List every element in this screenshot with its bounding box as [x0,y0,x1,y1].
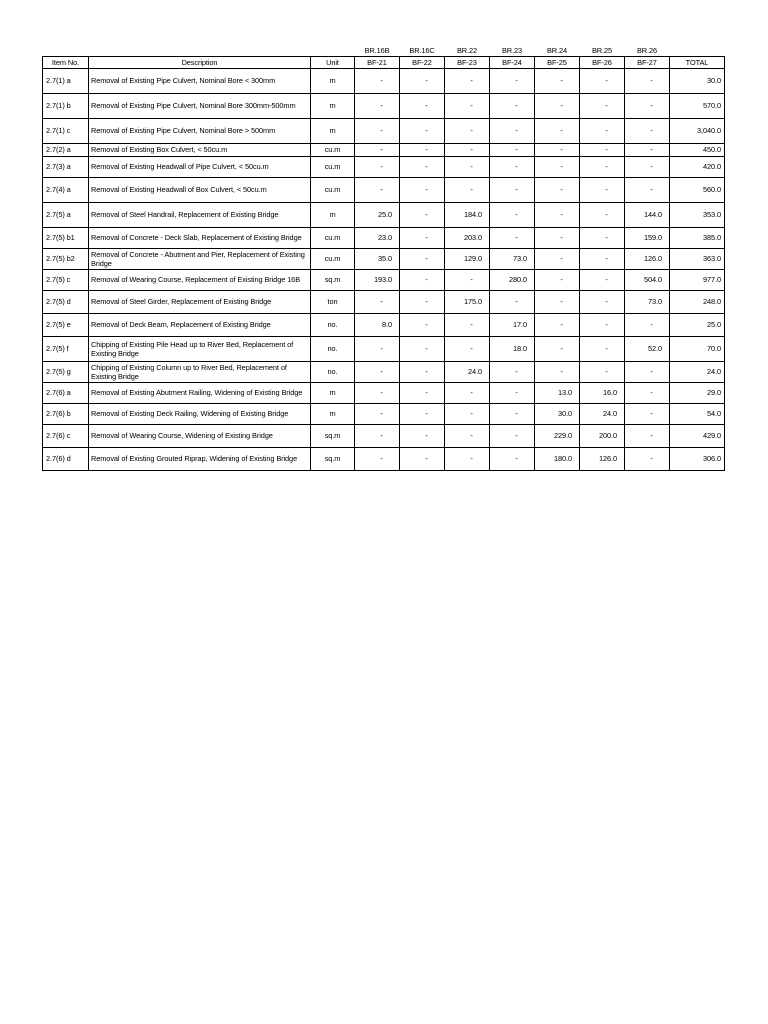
quantity-cell: - [535,270,580,291]
total-cell: 24.0 [670,362,725,383]
quantity-cell: 30.0 [535,404,580,425]
quantity-cell: - [580,291,625,314]
quantity-cell: 229.0 [535,425,580,448]
description-header: Description [89,57,311,69]
unit-cell: m [311,119,355,144]
table-row [43,157,725,178]
description-cell: Removal of Wearing Course, Widening of Existing Bridge [89,425,311,448]
column-header: BF-21 [355,57,400,69]
quantity-cell: - [400,119,445,144]
quantity-cell: - [400,157,445,178]
quantity-cell: - [400,448,445,471]
quantity-cell: - [355,157,400,178]
item-no-cell: 2.7(6) d [43,448,89,471]
quantity-cell: 126.0 [625,249,670,270]
quantity-cell: - [445,69,490,94]
quantity-cell: 35.0 [355,249,400,270]
unit-cell: sq.m [311,448,355,471]
description-cell: Removal of Existing Headwall of Pipe Culvert, < 50cu.m [89,157,311,178]
item-no-cell: 2.7(1) a [43,69,89,94]
quantity-cell: - [355,94,400,119]
item-no-cell: 2.7(5) b2 [43,249,89,270]
description-cell: Removal of Existing Abutment Railing, Widening of Existing Bridge [89,383,311,404]
quantity-cell: - [580,228,625,249]
total-cell: 29.0 [670,383,725,404]
table-row [43,144,725,157]
quantity-cell: - [445,448,490,471]
quantity-cell: 203.0 [445,228,490,249]
quantity-cell: 73.0 [625,291,670,314]
quantity-cell: - [625,314,670,337]
total-cell: 570.0 [670,94,725,119]
quantity-cell: - [490,178,535,203]
item-no-cell: 2.7(5) g [43,362,89,383]
item-no-cell: 2.7(5) d [43,291,89,314]
quantity-cell: - [445,144,490,157]
quantity-cell: - [625,425,670,448]
quantity-cell: - [580,362,625,383]
quantity-cell: - [355,69,400,94]
description-cell: Removal of Concrete - Deck Slab, Replacement of Existing Bridge [89,228,311,249]
quantity-cell: - [400,337,445,362]
total-cell: 560.0 [670,178,725,203]
total-cell: 420.0 [670,157,725,178]
table-row [43,383,725,404]
item-no-cell: 2.7(4) a [43,178,89,203]
total-header: TOTAL [670,57,725,69]
total-cell: 363.0 [670,249,725,270]
quantity-cell: 24.0 [445,362,490,383]
quantity-cell: 280.0 [490,270,535,291]
unit-cell: m [311,69,355,94]
unit-header: Unit [311,57,355,69]
quantity-cell: 200.0 [580,425,625,448]
quantity-cell: - [535,249,580,270]
quantity-cell: 13.0 [535,383,580,404]
description-cell: Chipping of Existing Pile Head up to River Bed, Replacement of Existing Bridge [89,337,311,362]
quantity-cell: - [535,291,580,314]
quantity-cell: - [490,425,535,448]
quantity-cell: - [355,119,400,144]
column-header: BF-25 [535,57,580,69]
quantity-cell: 504.0 [625,270,670,291]
total-cell: 450.0 [670,144,725,157]
quantity-cell: - [400,249,445,270]
quantity-cell: 180.0 [535,448,580,471]
quantity-cell: - [400,404,445,425]
quantity-cell: - [625,144,670,157]
column-header: BF-24 [490,57,535,69]
item-no-cell: 2.7(2) a [43,144,89,157]
total-cell: 25.0 [670,314,725,337]
item-no-cell: 2.7(6) c [43,425,89,448]
group-header: BR.26 [636,45,658,55]
quantity-cell: - [400,270,445,291]
table-row [43,119,725,144]
quantity-cell: - [400,178,445,203]
description-cell: Removal of Existing Pipe Culvert, Nominal Bore 300mm-500mm [89,94,311,119]
unit-cell: cu.m [311,157,355,178]
quantity-cell: 193.0 [355,270,400,291]
unit-cell: sq.m [311,270,355,291]
quantity-cell: - [580,178,625,203]
quantity-cell: - [490,119,535,144]
column-header: BF-22 [400,57,445,69]
quantity-cell: - [625,69,670,94]
group-header: BR.16B [364,45,390,55]
item-no-cell: 2.7(6) a [43,383,89,404]
group-header: BR.16C [409,45,435,55]
quantity-cell: - [580,270,625,291]
table-row [43,314,725,337]
quantity-cell: - [535,337,580,362]
quantity-cell: - [355,425,400,448]
item-no-cell: 2.7(6) b [43,404,89,425]
description-cell: Removal of Existing Grouted Riprap, Widening of Existing Bridge [89,448,311,471]
quantity-cell: - [580,203,625,228]
quantity-cell: - [445,270,490,291]
quantity-cell: - [445,178,490,203]
quantity-cell: 8.0 [355,314,400,337]
quantity-cell: - [355,383,400,404]
quantity-cell: - [625,178,670,203]
unit-cell: m [311,94,355,119]
item-no-cell: 2.7(5) e [43,314,89,337]
quantity-cell: 159.0 [625,228,670,249]
description-cell: Removal of Wearing Course, Replacement of Existing Bridge 16B [89,270,311,291]
quantity-cell: - [400,144,445,157]
quantity-cell: - [535,119,580,144]
item-no-cell: 2.7(5) a [43,203,89,228]
unit-cell: m [311,404,355,425]
quantity-cell: - [490,362,535,383]
item-no-header: Item No. [43,57,89,69]
unit-cell: cu.m [311,144,355,157]
quantity-cell: - [625,94,670,119]
description-cell: Removal of Concrete - Abutment and Pier, Replacement of Existing Bridge [89,249,311,270]
table-row [43,270,725,291]
group-header: BR.22 [456,45,478,55]
unit-cell: cu.m [311,178,355,203]
column-header-row [43,57,725,69]
item-no-cell: 2.7(1) b [43,94,89,119]
quantity-cell: - [535,314,580,337]
quantity-cell: - [625,404,670,425]
quantity-cell: - [355,448,400,471]
quantity-cell: - [355,362,400,383]
description-cell: Removal of Steel Handrail, Replacement of Existing Bridge [89,203,311,228]
quantity-cell: - [625,383,670,404]
column-header: BF-27 [625,57,670,69]
quantity-cell: - [625,119,670,144]
quantity-cell: - [355,178,400,203]
description-cell: Removal of Deck Beam, Replacement of Existing Bridge [89,314,311,337]
quantity-cell: - [400,69,445,94]
quantity-cell: - [445,119,490,144]
quantity-cell: - [625,448,670,471]
group-header: BR.25 [591,45,613,55]
description-cell: Removal of Existing Pipe Culvert, Nominal Bore < 300mm [89,69,311,94]
quantity-cell: - [580,314,625,337]
item-no-cell: 2.7(5) f [43,337,89,362]
table-row [43,362,725,383]
total-cell: 977.0 [670,270,725,291]
quantity-cell: - [400,314,445,337]
quantity-cell: 126.0 [580,448,625,471]
table-row [43,228,725,249]
quantity-cell: - [445,337,490,362]
group-header: BR.23 [501,45,523,55]
unit-cell: no. [311,337,355,362]
table-row [43,178,725,203]
table-row [43,337,725,362]
total-cell: 54.0 [670,404,725,425]
unit-cell: cu.m [311,228,355,249]
quantity-cell: - [490,94,535,119]
item-no-cell: 2.7(3) a [43,157,89,178]
quantity-cell: - [355,291,400,314]
quantity-cell: - [535,362,580,383]
quantity-cell: - [490,404,535,425]
table-row [43,249,725,270]
total-cell: 30.0 [670,69,725,94]
total-cell: 248.0 [670,291,725,314]
quantity-cell: - [535,157,580,178]
quantity-cell: - [445,383,490,404]
quantity-cell: - [490,69,535,94]
quantity-cell: - [445,314,490,337]
total-cell: 3,040.0 [670,119,725,144]
quantity-cell: 129.0 [445,249,490,270]
quantity-cell: - [580,94,625,119]
total-cell: 353.0 [670,203,725,228]
quantity-cell: - [535,69,580,94]
quantity-cell: 17.0 [490,314,535,337]
quantity-cell: - [580,119,625,144]
quantity-cell: - [625,157,670,178]
unit-cell: ton [311,291,355,314]
quantity-cell: - [535,203,580,228]
quantity-cell: - [625,362,670,383]
quantity-cell: - [445,425,490,448]
description-cell: Removal of Existing Headwall of Box Culvert, < 50cu.m [89,178,311,203]
item-no-cell: 2.7(1) c [43,119,89,144]
quantity-cell: 52.0 [625,337,670,362]
item-no-cell: 2.7(5) c [43,270,89,291]
total-cell: 385.0 [670,228,725,249]
quantity-sheet [42,43,724,471]
unit-cell: cu.m [311,249,355,270]
quantity-cell: - [580,249,625,270]
description-cell: Removal of Existing Box Culvert, < 50cu.m [89,144,311,157]
description-cell: Chipping of Existing Column up to River Bed, Replacement of Existing Bridge [89,362,311,383]
quantity-cell: - [490,203,535,228]
unit-cell: no. [311,362,355,383]
quantity-cell: - [535,94,580,119]
quantity-cell: - [355,337,400,362]
quantity-cell: - [400,362,445,383]
quantity-cell: - [445,404,490,425]
quantity-cell: - [580,144,625,157]
description-cell: Removal of Existing Pipe Culvert, Nominal Bore > 500mm [89,119,311,144]
quantity-cell: - [400,94,445,119]
quantity-cell: - [355,144,400,157]
total-cell: 306.0 [670,448,725,471]
quantity-table [42,43,725,471]
table-row [43,291,725,314]
group-header: BR.24 [546,45,568,55]
quantity-cell: - [490,448,535,471]
quantity-cell: - [490,144,535,157]
quantity-cell: 144.0 [625,203,670,228]
quantity-cell: - [535,144,580,157]
quantity-cell: - [445,94,490,119]
quantity-cell: - [445,157,490,178]
item-no-cell: 2.7(5) b1 [43,228,89,249]
table-row [43,94,725,119]
total-cell: 70.0 [670,337,725,362]
table-body [43,69,725,471]
table-row [43,404,725,425]
quantity-cell: 184.0 [445,203,490,228]
table-row [43,448,725,471]
quantity-cell: - [400,425,445,448]
unit-cell: sq.m [311,425,355,448]
quantity-cell: - [490,383,535,404]
unit-cell: m [311,383,355,404]
quantity-cell: - [400,228,445,249]
column-header: BF-26 [580,57,625,69]
quantity-cell: - [490,291,535,314]
quantity-cell: 18.0 [490,337,535,362]
unit-cell: m [311,203,355,228]
quantity-cell: - [400,203,445,228]
quantity-cell: 175.0 [445,291,490,314]
quantity-cell: 24.0 [580,404,625,425]
quantity-cell: 25.0 [355,203,400,228]
quantity-cell: - [535,178,580,203]
quantity-cell: - [490,228,535,249]
bridge-group-header-row [43,43,725,57]
quantity-cell: - [580,157,625,178]
quantity-cell: - [400,291,445,314]
quantity-cell: - [580,337,625,362]
total-cell: 429.0 [670,425,725,448]
table-row [43,69,725,94]
quantity-cell: - [490,157,535,178]
quantity-cell: 16.0 [580,383,625,404]
unit-cell: no. [311,314,355,337]
quantity-cell: 73.0 [490,249,535,270]
table-row [43,203,725,228]
quantity-cell: 23.0 [355,228,400,249]
quantity-cell: - [535,228,580,249]
description-cell: Removal of Steel Girder, Replacement of Existing Bridge [89,291,311,314]
description-cell: Removal of Existing Deck Railing, Widening of Existing Bridge [89,404,311,425]
quantity-cell: - [580,69,625,94]
column-header: BF-23 [445,57,490,69]
quantity-cell: - [400,383,445,404]
quantity-cell: - [355,404,400,425]
table-row [43,425,725,448]
